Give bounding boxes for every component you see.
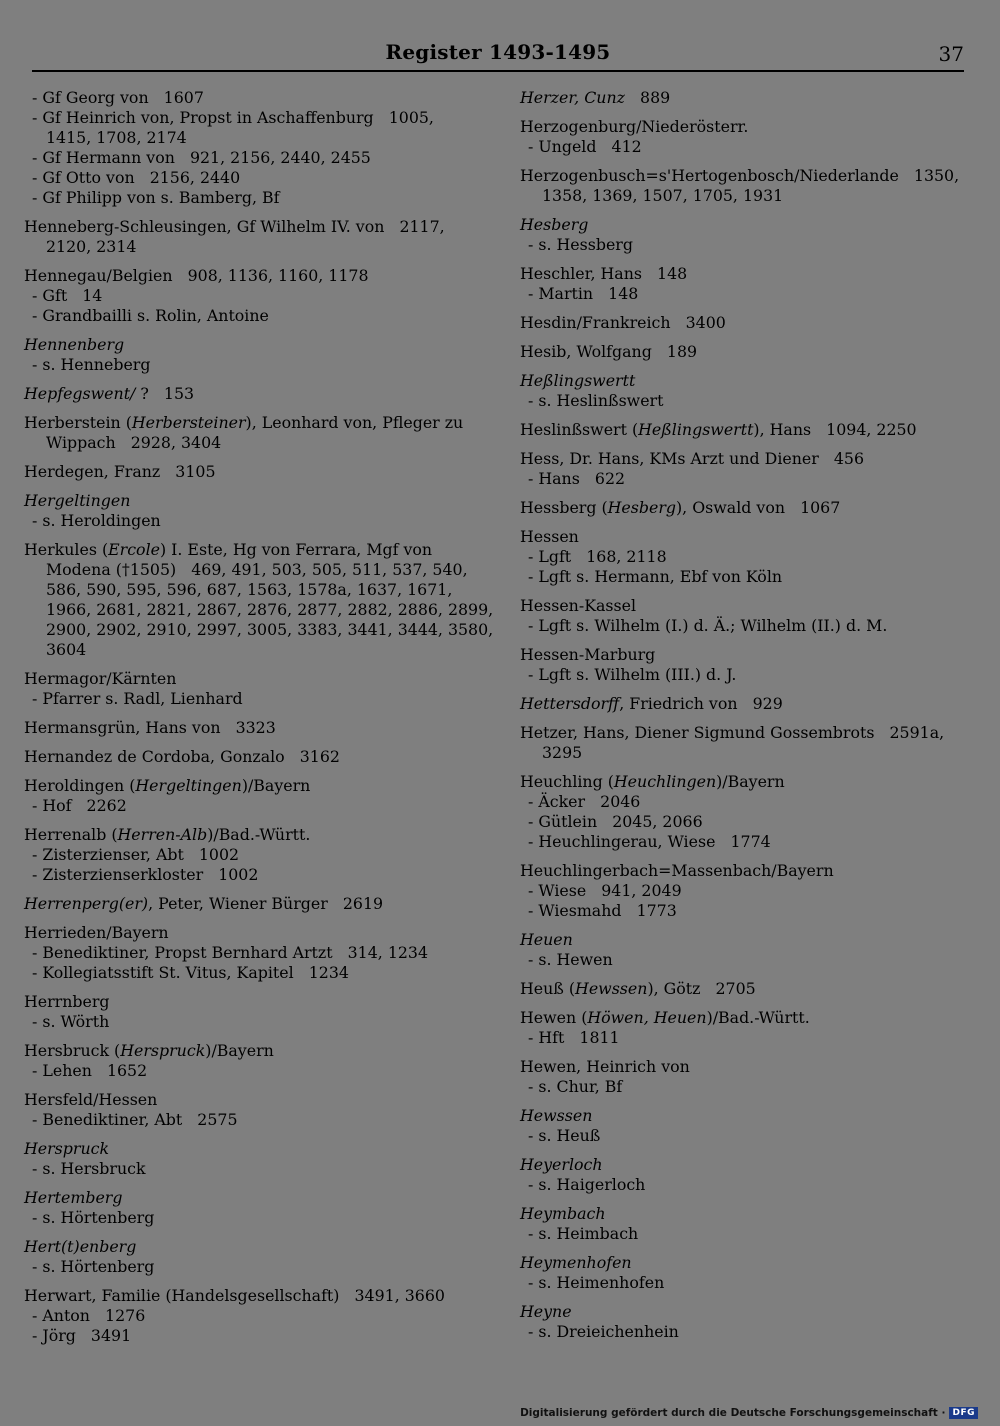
- entry-text: )/Bayern: [716, 772, 785, 791]
- entry-subentry: [24, 88, 469, 108]
- index-entry: [520, 342, 978, 362]
- entry-subentry: [24, 188, 469, 208]
- entry-subentry: [520, 832, 978, 852]
- index-entry: [24, 491, 469, 531]
- entry-text: - Lgft s. Hermann, Ebf von Köln: [528, 567, 783, 586]
- index-entry: [24, 217, 469, 257]
- entry-text: ) I. Este, Hg von Ferrara, Mgf von: [159, 540, 433, 559]
- entry-text: - s. Chur, Bf: [528, 1077, 623, 1096]
- entry-heading: [520, 420, 978, 440]
- entry-subentry: [520, 1224, 978, 1244]
- entry-text: - Pfarrer s. Radl, Lienhard: [32, 689, 243, 708]
- entry-text: ), Hans 1094, 2250: [753, 420, 917, 439]
- index-entry: [520, 645, 978, 685]
- entry-subentry: [520, 881, 978, 901]
- entry-subentry: [520, 1322, 978, 1342]
- entry-subentry: [24, 168, 469, 188]
- entry-subentry: [24, 1061, 469, 1081]
- entry-heading: [24, 669, 469, 689]
- index-entry: [520, 420, 978, 440]
- entry-variant-spelling: Heymbach: [520, 1204, 606, 1223]
- entry-text: - s. Heimenhofen: [528, 1273, 665, 1292]
- index-entry: [24, 540, 494, 660]
- left-column: [24, 88, 494, 1355]
- entry-heading: [520, 215, 978, 235]
- entry-heading: [520, 1106, 978, 1126]
- entry-heading: [24, 747, 469, 767]
- entry-heading: [520, 645, 978, 665]
- index-entry: [520, 1155, 978, 1195]
- entry-text: - s. Heuß: [528, 1126, 601, 1145]
- entry-variant-spelling: Heuen: [520, 930, 573, 949]
- entry-subentry: [520, 1175, 978, 1195]
- entry-text: - Gf Georg von 1607: [32, 88, 204, 107]
- entry-subentry: [24, 1208, 469, 1228]
- entry-text: - Kollegiatsstift St. Vitus, Kapitel 1234: [32, 963, 349, 982]
- entry-text: - s. Heimbach: [528, 1224, 639, 1243]
- entry-subentry: [24, 845, 469, 865]
- entry-text: - Gf Hermann von 921, 2156, 2440, 2455: [32, 148, 371, 167]
- entry-subentry: [24, 148, 469, 168]
- entry-continuation: [24, 433, 469, 453]
- entry-subentry: [24, 963, 469, 983]
- index-entry: [520, 88, 978, 108]
- entry-text: Heschler, Hans 148: [520, 264, 688, 283]
- entry-heading: [520, 1155, 978, 1175]
- index-entry: [24, 1237, 469, 1277]
- entry-variant-spelling: Hewssen: [575, 979, 648, 998]
- entry-subentry: [24, 1159, 469, 1179]
- entry-text: ), Oswald von 1067: [676, 498, 841, 517]
- index-entry: [24, 88, 469, 208]
- entry-heading: [24, 384, 469, 404]
- entry-text: Hersbruck (: [24, 1041, 121, 1060]
- entry-text: - Wiese 941, 2049: [528, 881, 682, 900]
- entry-variant-spelling: Hergeltingen: [135, 776, 242, 795]
- entry-variant-spelling: Herzer, Cunz: [520, 88, 625, 107]
- entry-text: Hersfeld/Hessen: [24, 1090, 158, 1109]
- index-entry: [24, 384, 469, 404]
- entry-subentry: [24, 1257, 469, 1277]
- entry-text: Herdegen, Franz 3105: [24, 462, 216, 481]
- entry-text: 1415, 1708, 2174: [46, 128, 187, 147]
- entry-heading: [24, 413, 469, 433]
- entry-subentry: [24, 1110, 469, 1130]
- entry-text: Herrnberg: [24, 992, 110, 1011]
- entry-text: 2900, 2902, 2910, 2997, 3005, 3383, 3441, 3444, 3580,: [46, 620, 494, 639]
- entry-variant-spelling: Hesberg: [607, 498, 677, 517]
- entry-text: Herrenalb (: [24, 825, 118, 844]
- entry-text: - s. Henneberg: [32, 355, 151, 374]
- entry-subentry: [520, 137, 978, 157]
- entry-subentry: [24, 1012, 469, 1032]
- entry-subentry: [520, 1126, 978, 1146]
- entry-heading: [24, 894, 469, 914]
- entry-variant-spelling: Hepfegswent/: [24, 384, 136, 403]
- entry-subentry: [520, 469, 978, 489]
- entry-text: Hermagor/Kärnten: [24, 669, 177, 688]
- entry-text: Hesib, Wolfgang 189: [520, 342, 698, 361]
- entry-variant-spelling: Heyerloch: [520, 1155, 603, 1174]
- entry-subentry: [520, 792, 978, 812]
- index-entry: [520, 117, 978, 157]
- entry-text: Hessen-Kassel: [520, 596, 637, 615]
- entry-text: - Hft 1811: [528, 1028, 620, 1047]
- entry-heading: [520, 694, 978, 714]
- entry-text: Modena (†1505) 469, 491, 503, 505, 511, 537, 540,: [46, 560, 468, 579]
- index-entry: [520, 449, 978, 489]
- entry-subentry: [24, 511, 469, 531]
- entry-variant-spelling: Heuchlingen: [613, 772, 717, 791]
- entry-text: 1966, 2681, 2821, 2867, 2876, 2877, 2882, 2886, 2899,: [46, 600, 494, 619]
- entry-heading: [24, 335, 469, 355]
- entry-variant-spelling: Herspruck: [24, 1139, 110, 1158]
- dfg-logo: DFG: [949, 1407, 978, 1419]
- index-entry: [24, 923, 469, 983]
- entry-text: Henneberg-Schleusingen, Gf Wilhelm IV. von 2117,: [24, 217, 445, 236]
- entry-heading: [24, 462, 469, 482]
- entry-text: - Äcker 2046: [528, 792, 641, 811]
- entry-heading: [24, 1139, 469, 1159]
- entry-heading: [520, 1204, 978, 1224]
- entry-subentry: [520, 284, 978, 304]
- index-entry: [24, 669, 469, 709]
- entry-text: Herrieden/Bayern: [24, 923, 169, 942]
- entry-heading: [24, 266, 469, 286]
- entry-text: ), Götz 2705: [647, 979, 756, 998]
- index-entry: [520, 1253, 978, 1293]
- entry-text: Herzogenburg/Niederösterr.: [520, 117, 749, 136]
- entry-continuation: [24, 640, 469, 660]
- entry-heading: [24, 825, 469, 845]
- entry-continuation: [24, 237, 469, 257]
- entry-heading: [24, 1237, 469, 1257]
- index-entry: [520, 1057, 978, 1097]
- entry-text: - Lgft 168, 2118: [528, 547, 667, 566]
- index-entry: [520, 1106, 978, 1146]
- entry-subentry: [24, 355, 469, 375]
- entry-text: - s. Hessberg: [528, 235, 633, 254]
- entry-variant-spelling: Hesberg: [520, 215, 589, 234]
- entry-continuation: [24, 580, 469, 600]
- entry-subentry: [520, 235, 978, 255]
- entry-text: Hernandez de Cordoba, Gonzalo 3162: [24, 747, 340, 766]
- entry-heading: [520, 527, 978, 547]
- entry-text: ? 153: [135, 384, 195, 403]
- entry-text: - Gf Philipp von s. Bamberg, Bf: [32, 188, 280, 207]
- entry-heading: [520, 264, 978, 284]
- index-entry: [24, 992, 469, 1032]
- entry-subentry: [520, 547, 978, 567]
- entry-text: , Peter, Wiener Bürger 2619: [148, 894, 384, 913]
- entry-text: - Hans 622: [528, 469, 626, 488]
- entry-subentry: [24, 108, 469, 128]
- entry-variant-spelling: Heymenhofen: [520, 1253, 632, 1272]
- entry-text: - Gft 14: [32, 286, 103, 305]
- index-entry: [520, 861, 978, 921]
- index-entry: [520, 596, 978, 636]
- entry-text: - s. Haigerloch: [528, 1175, 646, 1194]
- entry-text: 2120, 2314: [46, 237, 137, 256]
- entry-text: - Zisterzienserkloster 1002: [32, 865, 259, 884]
- entry-text: Hessen: [520, 527, 579, 546]
- entry-text: 3295: [542, 743, 583, 762]
- entry-text: - s. Hersbruck: [32, 1159, 146, 1178]
- entry-subentry: [520, 1273, 978, 1293]
- entry-subentry: [520, 1077, 978, 1097]
- entry-text: Wippach 2928, 3404: [46, 433, 222, 452]
- entry-heading: [520, 313, 978, 333]
- entry-text: )/Bayern: [205, 1041, 274, 1060]
- entry-text: - Ungeld 412: [528, 137, 642, 156]
- entry-subentry: [24, 689, 469, 709]
- entry-text: 889: [624, 88, 671, 107]
- entry-continuation: [24, 560, 469, 580]
- entry-text: - s. Heslinßswert: [528, 391, 664, 410]
- entry-subentry: [24, 1326, 469, 1346]
- index-entry: [520, 313, 978, 333]
- entry-continuation: [24, 620, 494, 640]
- entry-heading: [24, 776, 469, 796]
- entry-text: - s. Hörtenberg: [32, 1208, 155, 1227]
- index-entry: [24, 413, 469, 453]
- entry-text: - Wiesmahd 1773: [528, 901, 677, 920]
- entry-heading: [24, 1188, 469, 1208]
- entry-subentry: [24, 796, 469, 816]
- entry-subentry: [520, 1028, 978, 1048]
- entry-variant-spelling: Hewssen: [520, 1106, 593, 1125]
- entry-heading: [24, 1090, 469, 1110]
- entry-heading: [24, 540, 469, 560]
- entry-heading: [24, 1041, 469, 1061]
- entry-text: - s. Hörtenberg: [32, 1257, 155, 1276]
- index-entry: [24, 1286, 469, 1346]
- index-entry: [520, 264, 978, 304]
- entry-text: Heroldingen (: [24, 776, 136, 795]
- entry-text: 586, 590, 595, 596, 687, 1563, 1578a, 1637, 1671,: [46, 580, 453, 599]
- entry-text: - Gf Otto von 2156, 2440: [32, 168, 241, 187]
- entry-variant-spelling: Hennenberg: [24, 335, 125, 354]
- index-entry: [24, 747, 469, 767]
- entry-heading: [520, 1253, 978, 1273]
- index-entry: [24, 1090, 469, 1130]
- entry-variant-spelling: Heßlingswertt: [638, 420, 754, 439]
- entry-heading: [24, 491, 469, 511]
- entry-subentry: [24, 286, 469, 306]
- index-entry: [520, 166, 978, 206]
- entry-heading: [520, 772, 978, 792]
- entry-text: 3604: [46, 640, 87, 659]
- entry-subentry: [520, 567, 978, 587]
- entry-text: Hermansgrün, Hans von 3323: [24, 718, 276, 737]
- entry-continuation: [24, 128, 469, 148]
- entry-variant-spelling: Hettersdorff: [520, 694, 620, 713]
- entry-text: Hess, Dr. Hans, KMs Arzt und Diener 456: [520, 449, 865, 468]
- entry-heading: [520, 1057, 978, 1077]
- entry-heading: [520, 861, 978, 881]
- index-entry: [520, 723, 978, 763]
- entry-heading: [24, 217, 469, 237]
- page-title: Register 1493-1495: [385, 40, 611, 64]
- entry-heading: [24, 1286, 469, 1306]
- entry-heading: [520, 166, 978, 186]
- entry-text: - s. Hewen: [528, 950, 613, 969]
- entry-text: Heuß (: [520, 979, 576, 998]
- entry-text: Hessen-Marburg: [520, 645, 656, 664]
- entry-text: Heuchling (: [520, 772, 614, 791]
- entry-variant-spelling: Ercole: [108, 540, 160, 559]
- index-entry: [520, 930, 978, 970]
- entry-text: - Hof 2262: [32, 796, 127, 815]
- entry-text: - Jörg 3491: [32, 1326, 132, 1345]
- entry-text: - Gütlein 2045, 2066: [528, 812, 703, 831]
- index-entry: [24, 718, 469, 738]
- entry-text: Herzogenbusch=s'Hertogenbosch/Niederlande 1350,: [520, 166, 960, 185]
- entry-text: Heslinßswert (: [520, 420, 639, 439]
- entry-text: )/Bayern: [241, 776, 311, 795]
- entry-text: - Martin 148: [528, 284, 639, 303]
- entry-continuation: [520, 743, 978, 763]
- entry-variant-spelling: Herrenperg(er): [24, 894, 149, 913]
- entry-heading: [24, 718, 469, 738]
- entry-text: - s. Heroldingen: [32, 511, 161, 530]
- entry-heading: [24, 992, 469, 1012]
- entry-text: - Zisterzienser, Abt 1002: [32, 845, 240, 864]
- entry-text: Hennegau/Belgien 908, 1136, 1160, 1178: [24, 266, 369, 285]
- entry-heading: [520, 979, 978, 999]
- index-entry: [24, 266, 469, 326]
- entry-text: - Heuchlingerau, Wiese 1774: [528, 832, 771, 851]
- entry-variant-spelling: Heßlingswertt: [520, 371, 636, 390]
- entry-text: - Grandbailli s. Rolin, Antoine: [32, 306, 269, 325]
- index-entry: [520, 371, 978, 411]
- entry-text: ), Leonhard von, Pfleger zu: [245, 413, 464, 432]
- entry-text: Herwart, Familie (Handelsgesellschaft) 3491, 3660: [24, 1286, 445, 1305]
- entry-variant-spelling: Hergeltingen: [24, 491, 131, 510]
- entry-heading: [520, 449, 978, 469]
- index-entry: [520, 1204, 978, 1244]
- entry-text: - Lgft s. Wilhelm (III.) d. J.: [528, 665, 737, 684]
- index-entry: [520, 979, 978, 999]
- entry-heading: [520, 930, 978, 950]
- entry-subentry: [520, 616, 978, 636]
- entry-subentry: [24, 865, 469, 885]
- index-entry: [24, 1041, 469, 1081]
- right-column: [520, 88, 978, 1351]
- entry-text: - Anton 1276: [32, 1306, 146, 1325]
- entry-text: Hessberg (: [520, 498, 608, 517]
- index-entry: [520, 772, 978, 852]
- entry-heading: [520, 342, 978, 362]
- entry-heading: [24, 923, 469, 943]
- entry-variant-spelling: Herspruck: [120, 1041, 206, 1060]
- index-entry: [24, 1188, 469, 1228]
- entry-subentry: [520, 665, 978, 685]
- entry-variant-spelling: Hertemberg: [24, 1188, 123, 1207]
- entry-continuation: [520, 186, 978, 206]
- entry-text: - Benediktiner, Propst Bernhard Artzt 314, 1234: [32, 943, 429, 962]
- entry-heading: [520, 371, 978, 391]
- index-entry: [24, 335, 469, 375]
- index-entry: [24, 1139, 469, 1179]
- index-entry: [520, 215, 978, 255]
- page-number: 37: [938, 42, 964, 66]
- entry-subentry: [520, 950, 978, 970]
- page-header: [32, 38, 964, 72]
- entry-text: - Gf Heinrich von, Propst in Aschaffenburg 1005,: [32, 108, 434, 127]
- entry-text: - s. Wörth: [32, 1012, 110, 1031]
- entry-subentry: [24, 306, 469, 326]
- index-entry: [520, 498, 978, 518]
- entry-text: Hetzer, Hans, Diener Sigmund Gossembrots 2591a,: [520, 723, 945, 742]
- footer-credit-text: Digitalisierung gefördert durch die Deutsche Forschungsgemeinschaft ·: [520, 1407, 946, 1419]
- entry-text: - Benediktiner, Abt 2575: [32, 1110, 238, 1129]
- entry-subentry: [520, 812, 978, 832]
- entry-text: Herberstein (: [24, 413, 132, 432]
- entry-text: 1358, 1369, 1507, 1705, 1931: [542, 186, 784, 205]
- index-entry: [520, 694, 978, 714]
- entry-text: Heuchlingerbach=Massenbach/Bayern: [520, 861, 834, 880]
- entry-heading: [520, 1302, 978, 1322]
- entry-text: Hewen (: [520, 1008, 588, 1027]
- entry-continuation: [24, 600, 494, 620]
- index-entry: [24, 825, 469, 885]
- index-entry: [520, 527, 978, 587]
- entry-text: - s. Dreieichenhein: [528, 1322, 679, 1341]
- entry-subentry: [24, 943, 469, 963]
- entry-text: Hesdin/Frankreich 3400: [520, 313, 726, 332]
- entry-text: - Lehen 1652: [32, 1061, 148, 1080]
- entry-text: Herkules (: [24, 540, 109, 559]
- entry-variant-spelling: Heyne: [520, 1302, 572, 1321]
- entry-text: , Friedrich von 929: [619, 694, 783, 713]
- entry-variant-spelling: Herren-Alb: [117, 825, 208, 844]
- entry-text: Hewen, Heinrich von: [520, 1057, 690, 1076]
- index-entry: [24, 462, 469, 482]
- entry-heading: [520, 723, 978, 743]
- entry-text: - Lgft s. Wilhelm (I.) d. Ä.; Wilhelm (II.) d. M.: [528, 616, 888, 635]
- entry-heading: [520, 88, 978, 108]
- index-entry: [520, 1302, 978, 1342]
- entry-variant-spelling: Höwen, Heuen: [587, 1008, 707, 1027]
- index-entry: [24, 894, 469, 914]
- entry-text: )/Bad.-Württ.: [207, 825, 311, 844]
- entry-heading: [520, 596, 978, 616]
- entry-subentry: [520, 901, 978, 921]
- entry-subentry: [520, 391, 978, 411]
- entry-heading: [520, 117, 978, 137]
- entry-variant-spelling: Hert(t)enberg: [24, 1237, 137, 1256]
- entry-heading: [520, 1008, 978, 1028]
- entry-text: )/Bad.-Württ.: [706, 1008, 810, 1027]
- entry-variant-spelling: Herbersteiner: [131, 413, 246, 432]
- entry-subentry: [24, 1306, 469, 1326]
- entry-heading: [520, 498, 978, 518]
- index-entry: [520, 1008, 978, 1048]
- index-entry: [24, 776, 469, 816]
- footer-credit: [520, 1407, 978, 1419]
